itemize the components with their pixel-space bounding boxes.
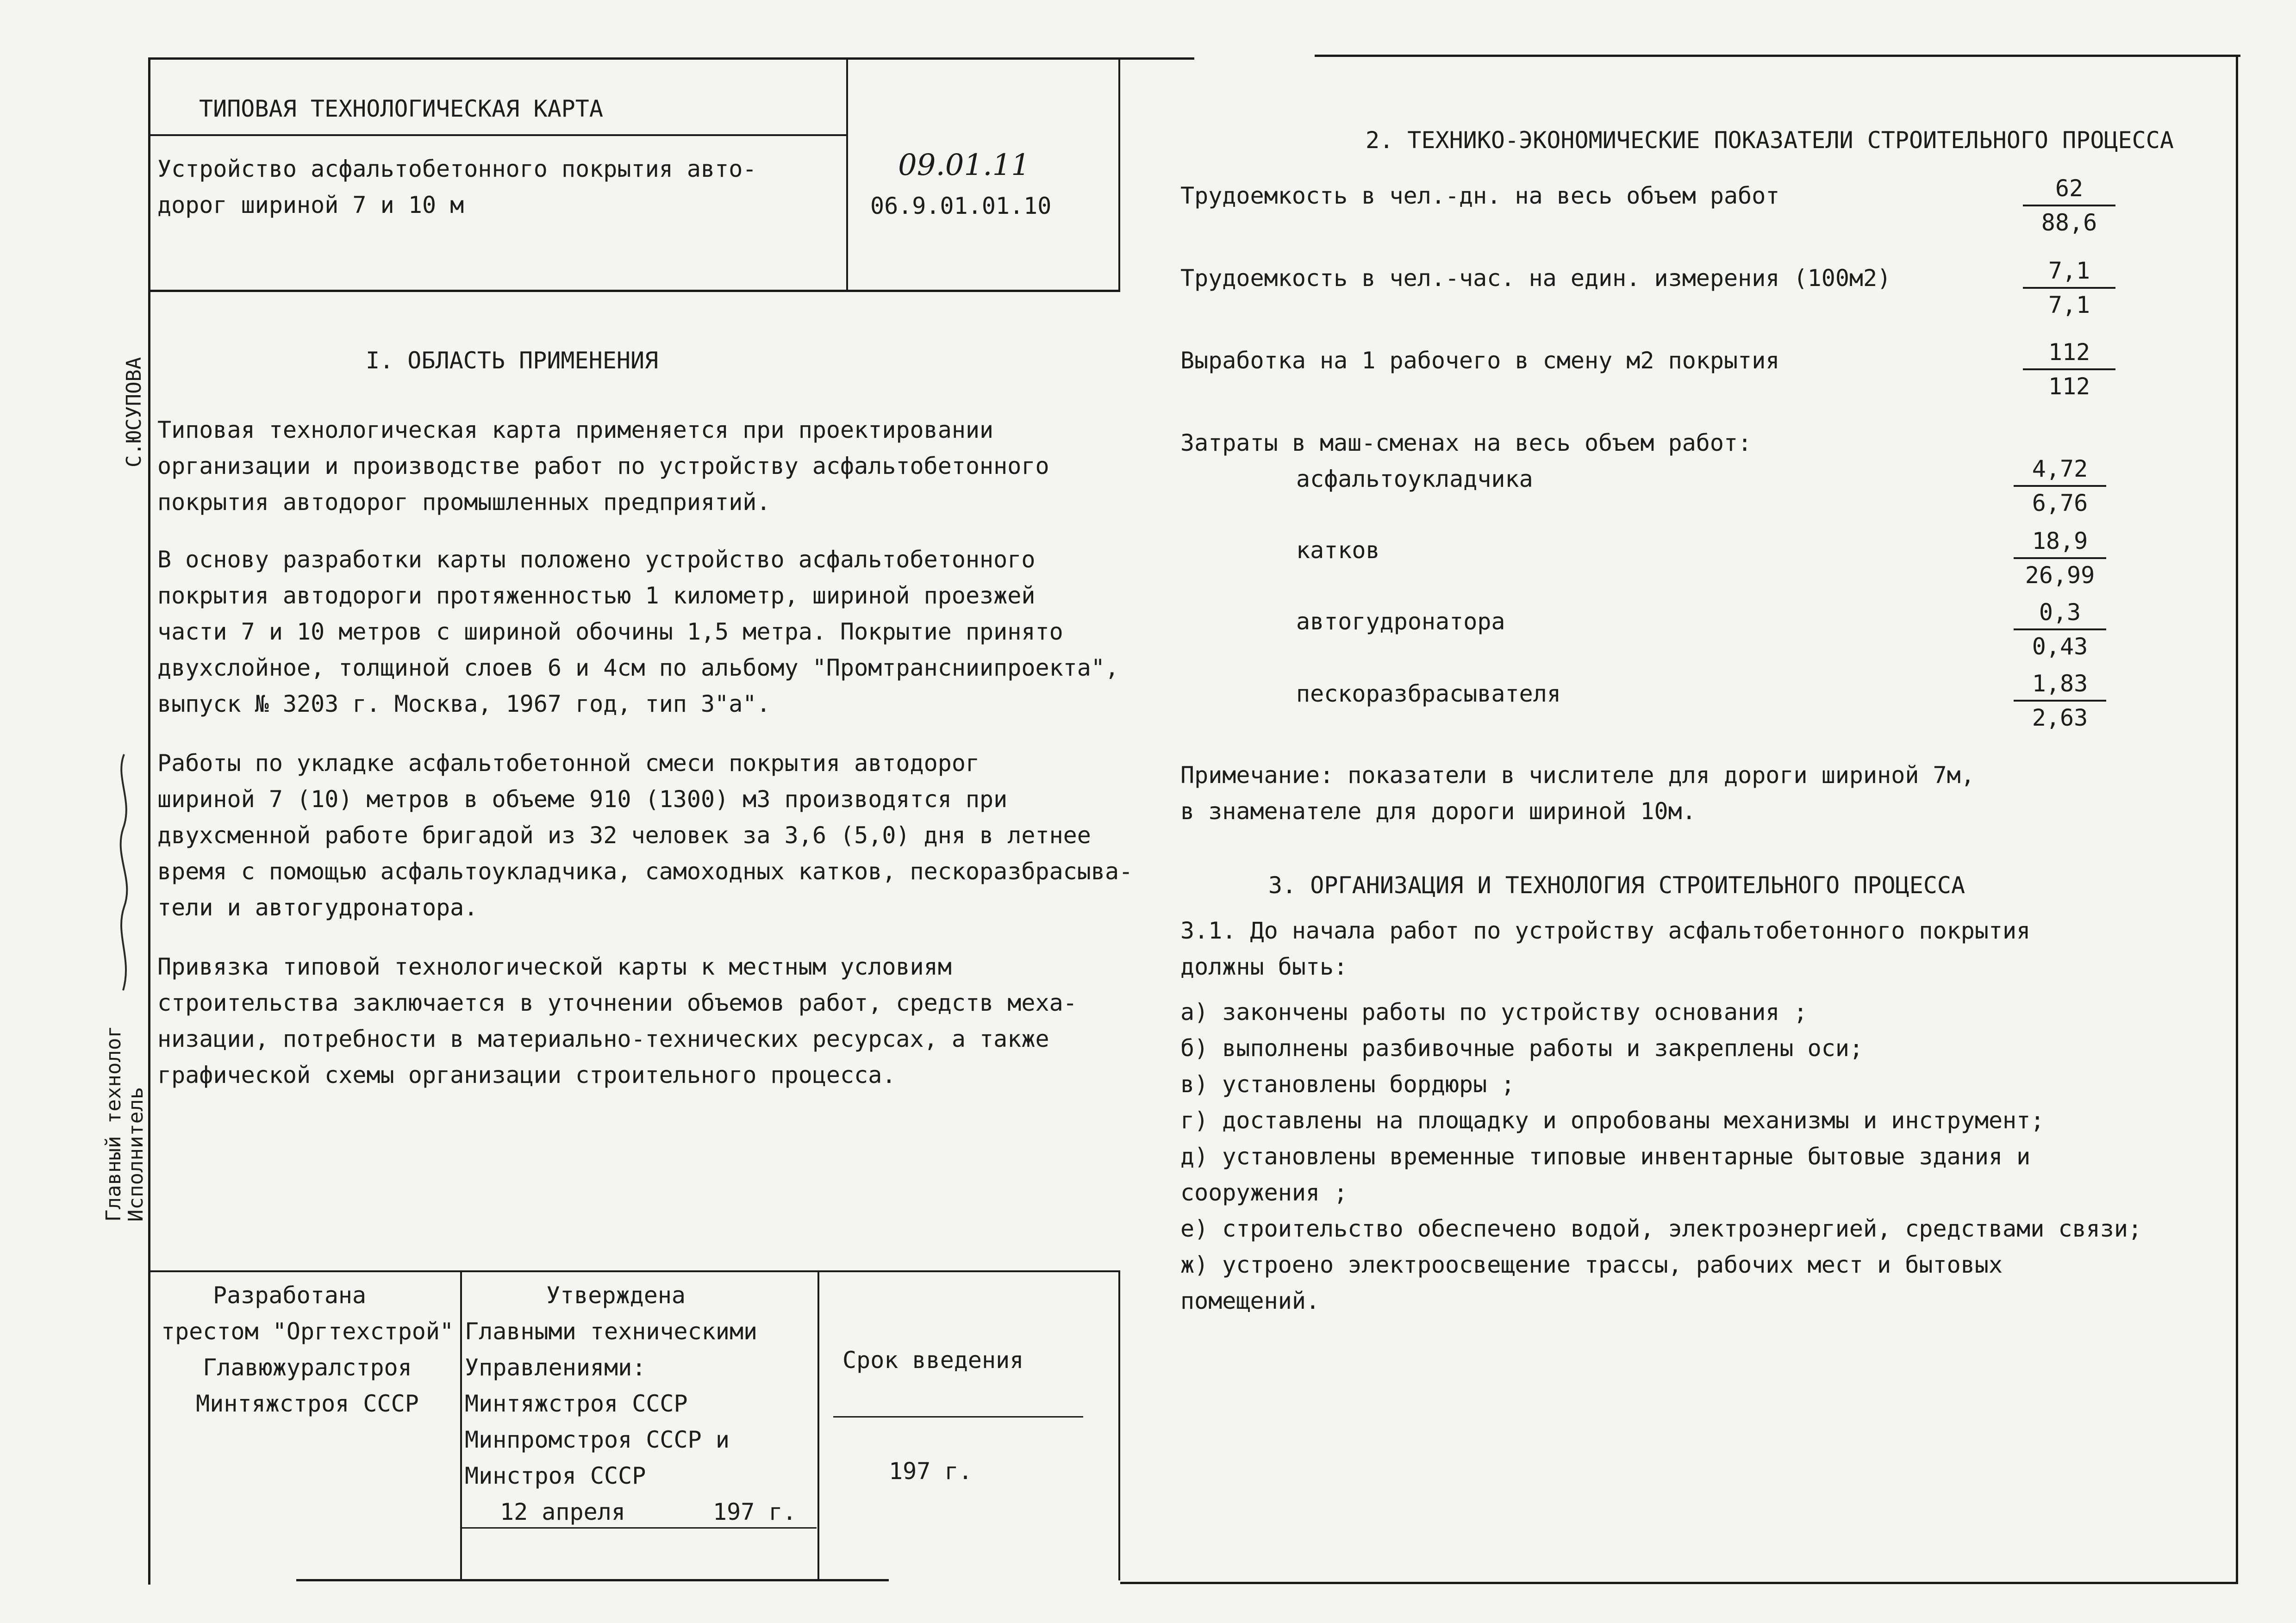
indicator-row-1-value: [2018, 174, 2120, 237]
effective-date-line: [833, 1416, 1083, 1418]
fraction-numerator: 112: [2048, 339, 2090, 366]
section3-heading: 3. ОРГАНИЗАЦИЯ И ТЕХНОЛОГИЯ СТРОИТЕЛЬНОГО ПРОЦЕССА: [1268, 872, 1965, 899]
fraction-numerator: 18,9: [2032, 528, 2088, 554]
fraction-denominator: 6,76: [2032, 490, 2088, 516]
card-description-line2: дорог шириной 7 и 10 м: [157, 192, 464, 218]
indicator-row-3-value: [2018, 338, 2120, 401]
machine-1-value: [2009, 454, 2111, 517]
approval-block-v2: [817, 1270, 819, 1580]
machine-4-label: пескоразбрасывателя: [1296, 680, 1561, 707]
effective-label: Срок введения: [842, 1347, 1024, 1374]
fraction-bar: [2014, 628, 2106, 630]
prereq-item-g: г) доставлены на площадку и опробованы механизмы и инструмент;: [1180, 1107, 2045, 1134]
section2-heading: 2. ТЕХНИКО-ЭКОНОМИЧЕСКИЕ ПОКАЗАТЕЛИ СТРОИТЕЛЬНОГО ПРОЦЕССА: [1366, 127, 2174, 154]
indicator-row-2-label: Трудоемкость в чел.-час. на един. измерения (100м2): [1180, 265, 1891, 292]
section1-paragraph-2: В основу разработки карты положено устройство асфальтобетонного покрытия автодороги протяженностью 1 километр, шириной проезжей части 7 и 10 метров с шириной обочины 1,5 метра. Покрытие принято двухслойное, толщиной слоев 6 и 4см по альбому "Промтрансниипроекта", выпуск № 3203 г. Москва, 1967 год, тип 3"а".: [157, 546, 1119, 717]
fraction-denominator: 88,6: [2041, 209, 2097, 236]
machine-4-value: [2009, 669, 2111, 732]
frame-top-left: [148, 57, 1194, 60]
frame-left: [148, 57, 150, 1585]
indicator-row-2-value: [2018, 256, 2120, 319]
developed-by: трестом "Оргтехстрой" Главюжуралстроя Минтяжстроя СССР: [161, 1318, 454, 1417]
card-code: 06.9.01.01.10: [870, 193, 1052, 219]
fraction-denominator: 0,43: [2032, 633, 2088, 660]
indicator-row-1-label: Трудоемкость в чел.-дн. на весь объем работ: [1180, 182, 1780, 209]
approved-year: 197 г.: [713, 1499, 797, 1525]
margin-signatory-name: С.ЮСУПОВА: [122, 357, 146, 467]
frame-top-right: [1315, 55, 2240, 57]
fraction-bar: [2014, 700, 2106, 702]
developed-label: Разработана: [213, 1282, 367, 1309]
approved-by: Главными техническими Управлениями: Минтяжстроя СССР Минпромстроя СССР и Минстроя СССР: [465, 1318, 758, 1489]
indicator-row-3-label: Выработка на 1 рабочего в смену м2 покрытия: [1180, 347, 1780, 374]
approved-label: Утверждена: [546, 1282, 686, 1309]
machine-3-value: [2009, 598, 2111, 661]
fraction-denominator: 26,99: [2025, 562, 2095, 589]
fraction-denominator: 7,1: [2048, 292, 2090, 318]
title-block-divider-v2: [1118, 57, 1120, 291]
prereq-item-zh: ж) устроено электроосвещение трассы, рабочих мест и бытовых помещений.: [1180, 1251, 2003, 1314]
frame-bottom-left: [296, 1579, 889, 1581]
section1-paragraph-1: Типовая технологическая карта применяется при проектировании организации и производстве работ по устройству асфальтобетонного покрытия автодорог промышленных предприятий.: [157, 417, 1049, 516]
prereq-item-d: д) установлены временные типовые инвентарные бытовые здания и сооружения ;: [1180, 1143, 2031, 1206]
fraction-bar: [2014, 557, 2106, 559]
approval-block-top: [148, 1270, 1120, 1272]
machine-2-value: [2009, 527, 2111, 590]
fraction-numerator: 4,72: [2032, 455, 2088, 482]
approved-date: 12 апреля: [500, 1499, 625, 1525]
approval-block-v1: [460, 1270, 462, 1580]
fraction-bar: [2023, 205, 2115, 206]
machine-2-label: катков: [1296, 537, 1380, 564]
title-block-divider-h1: [148, 134, 847, 136]
prereq-item-a: а) закончены работы по устройству основания ;: [1180, 999, 1808, 1026]
fraction-numerator: 7,1: [2048, 257, 2090, 284]
margin-role-chief: Главный технолог: [102, 1026, 125, 1222]
machine-heading: Затраты в маш-сменах на весь объем работ:: [1180, 429, 1752, 456]
effective-year: 197 г.: [889, 1458, 973, 1485]
section1-heading: I. ОБЛАСТЬ ПРИМЕНЕНИЯ: [366, 347, 659, 374]
section1-paragraph-3: Работы по укладке асфальтобетонной смеси покрытия автодорог шириной 7 (10) метров в объеме 910 (1300) м3 производятся при двухсменной работе бригадой из 32 человек за 3,6 (5,0) дня в летнее время с помощью асфальтоукладчика, самоходных катков, пескоразбрасыва- тели и автогудронатора.: [157, 750, 1133, 921]
machine-3-label: автогудронатора: [1296, 608, 1505, 635]
section2-note: Примечание: показатели в числителе для дороги шириной 7м, в знаменателе для дороги шириной 10м.: [1180, 762, 1975, 825]
fraction-bar: [2023, 368, 2115, 370]
margin-role-executor: Исполнитель: [124, 1087, 148, 1222]
prereq-item-e: е) строительство обеспечено водой, электроэнергией, средствами связи;: [1180, 1215, 2142, 1242]
card-description-line1: Устройство асфальтобетонного покрытия авто-: [157, 155, 757, 182]
fraction-numerator: 1,83: [2032, 670, 2088, 697]
fraction-bar: [2014, 485, 2106, 487]
prereq-item-v: в) установлены бордюры ;: [1180, 1071, 1515, 1098]
fraction-denominator: 112: [2048, 373, 2090, 400]
fraction-denominator: 2,63: [2032, 704, 2088, 731]
fraction-numerator: 0,3: [2039, 599, 2081, 626]
prereq-item-b: б) выполнены разбивочные работы и закреплены оси;: [1180, 1035, 1864, 1062]
title-block-divider-h2: [148, 290, 1120, 292]
section1-paragraph-4: Привязка типовой технологической карты к местным условиям строительства заключается в уточнении объемов работ, средств меха- низации, потребности в материально-технических ресурсах, а также графической схемы организации строительного процесса.: [157, 953, 1077, 1088]
title-block-divider-v1: [846, 57, 848, 291]
approval-block-v3: [1118, 1270, 1120, 1580]
frame-bottom-right: [1120, 1582, 2238, 1584]
card-code-handwritten: 09.01.11: [898, 148, 1030, 182]
machine-1-label: асфальтоукладчика: [1296, 466, 1533, 492]
frame-right: [2236, 55, 2238, 1582]
card-title: ТИПОВАЯ ТЕХНОЛОГИЧЕСКАЯ КАРТА: [199, 95, 603, 122]
fraction-bar: [2023, 287, 2115, 289]
margin-signature: [110, 750, 138, 1009]
section3-intro: 3.1. До начала работ по устройству асфальтобетонного покрытия должны быть:: [1180, 917, 2031, 980]
fraction-numerator: 62: [2055, 175, 2084, 202]
